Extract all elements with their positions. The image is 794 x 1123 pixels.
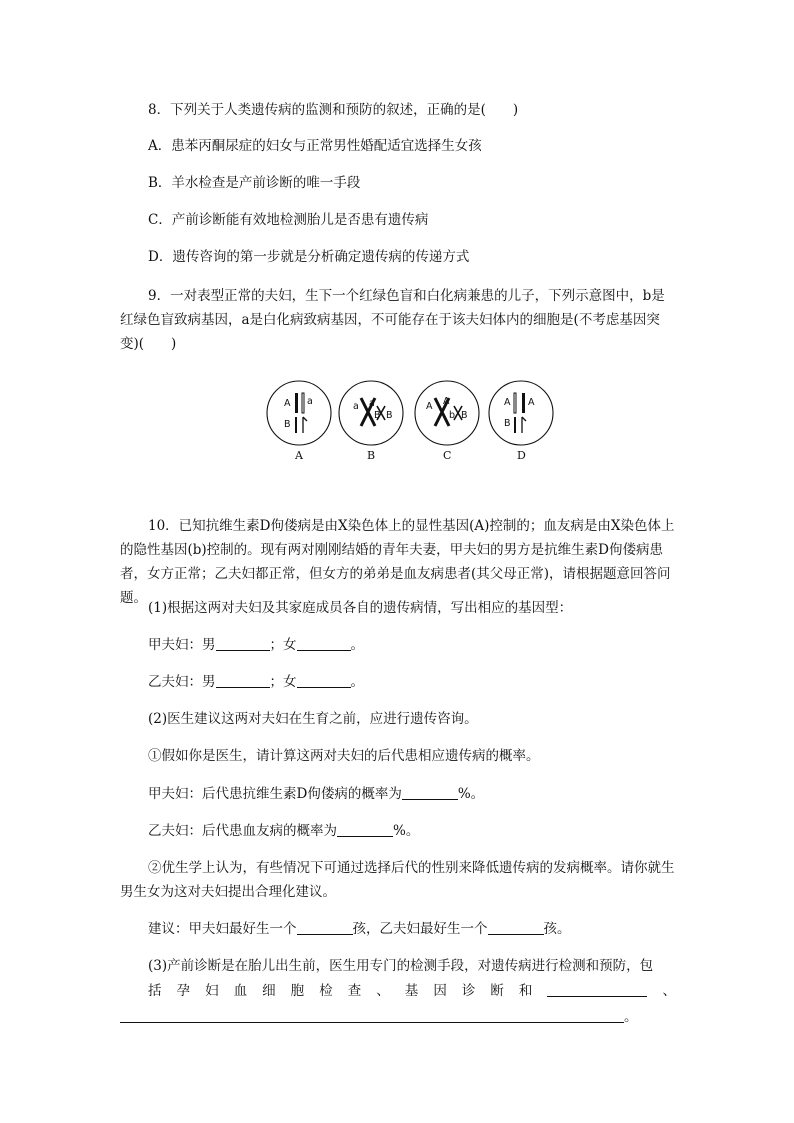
p3-word: 检: [319, 983, 333, 999]
cell-a: [267, 381, 331, 462]
yi-label: 乙夫妇：男: [148, 674, 216, 690]
cell-b-gene-1: a: [353, 401, 359, 412]
jia-female-blank[interactable]: [297, 636, 351, 651]
p3-word: 妇: [205, 983, 219, 999]
yi-prob-end: %。: [393, 823, 420, 839]
jia-label: 甲夫妇：男: [148, 637, 216, 653]
p3-blank-2[interactable]: [120, 1008, 624, 1023]
p3-word: 胞: [290, 983, 305, 999]
suggest-mid: 孩，乙夫妇最好生一个: [352, 921, 488, 937]
cell-d-gene-2: A: [528, 397, 535, 408]
p3-word: 、: [376, 983, 390, 999]
cell-d-gene-3: B: [504, 418, 511, 429]
cell-a-label: A: [295, 449, 303, 462]
q10-yi-genotype: [148, 673, 364, 691]
p3-word: 括: [148, 983, 162, 999]
cell-c-gene-2: A: [443, 396, 450, 407]
yi-prob-blank[interactable]: [337, 822, 393, 837]
q10-part2: (2)医生建议这两对夫妇在生育之前，应进行遗传咨询。: [148, 711, 478, 727]
q10-stem: 10．已知抗维生素D佝偻病是由X染色体上的显性基因(A)控制的；血友病是由X染色体上的隐性基因(b)控制的。现有两对刚刚结婚的青年夫妻，甲夫妇的男方是抗维生素D佝偻病患者，女方正常；乙夫妇都正常，但女方的弟弟是血友病患者(其父母正常)，请根据题意回答问题。: [120, 518, 675, 606]
suggest-end: 孩。: [543, 921, 571, 937]
p3-word: 血: [233, 983, 248, 999]
p3-word: 基: [404, 983, 419, 999]
p3-word: 诊: [461, 983, 476, 999]
q10-part3-line2: [148, 982, 676, 1000]
cell-c-gene-4: B: [461, 410, 468, 421]
q10-jia-genotype: [148, 636, 364, 654]
q10-part2b: ②优生学上认为，有些情况下可通过选择后代的性别来降低遗传病的发病概率。请你就生男生女为这对夫妇提出合理化建议。: [120, 860, 675, 900]
p3-end: 。: [624, 1009, 638, 1025]
q10-suggestion: [148, 920, 571, 938]
p3-word: 因: [433, 983, 447, 999]
q10-jia-probability: [148, 785, 484, 803]
p3-word: 细: [262, 983, 276, 999]
cell-b-gene-3: B: [374, 410, 381, 421]
q10-yi-probability: [148, 822, 419, 840]
q9-cell-figure: [265, 380, 565, 462]
cell-a-gene-3: B: [284, 419, 291, 430]
q8-option-d: D．遗传咨询的第一步就是分析确定遗传病的传递方式: [148, 249, 470, 265]
q10-part3-line1: (3)产前诊断是在胎儿出生前，医生用专门的检测手段，对遗传病进行检测和预防，包: [148, 958, 654, 974]
cell-c-label: C: [443, 449, 452, 462]
suggest-label: 建议：甲夫妇最好生一个: [148, 921, 297, 937]
p3-word: 孕: [176, 983, 191, 999]
cell-d: [489, 381, 553, 462]
p3-word: 查: [347, 983, 362, 999]
jia-prob-end: %。: [457, 786, 485, 802]
suggest-yi-blank[interactable]: [488, 920, 544, 935]
q8-option-c: C．产前诊断能有效地检测胎儿是否患有遗传病: [148, 212, 429, 228]
cell-b: [339, 381, 403, 462]
p3-word: 和: [518, 983, 533, 999]
yi-prob-label: 乙夫妇：后代患血友病的概率为: [148, 823, 337, 839]
q8-option-a: A．患苯丙酮尿症的妇女与正常男性婚配适宜选择生女孩: [148, 138, 482, 154]
yi-male-blank[interactable]: [216, 673, 270, 688]
yi-end: 。: [350, 674, 364, 690]
cell-b-gene-2: a: [369, 398, 375, 409]
cell-a-gene-2: a: [307, 396, 313, 407]
suggest-jia-blank[interactable]: [297, 920, 353, 935]
yi-female-blank[interactable]: [297, 673, 351, 688]
p3-line2-end: 、: [662, 983, 676, 999]
jia-sep: ；女: [269, 637, 297, 653]
jia-prob-label: 甲夫妇：后代患抗维生素D佝偻病的概率为: [148, 786, 402, 802]
q8-stem: 8．下列关于人类遗传病的监测和预防的叙述，正确的是( ): [148, 102, 519, 118]
jia-male-blank[interactable]: [216, 636, 270, 651]
cell-c-gene-3: b: [449, 410, 456, 421]
q8-option-b: B．羊水检查是产前诊断的唯一手段: [148, 175, 361, 191]
q9-stem: 9．一对表型正常的夫妇，生下一个红绿色盲和白化病兼患的儿子，下列示意图中，b是红绿色盲致病基因，a是白化病致病基因，不可能存在于该夫妇体内的细胞是(不考虑基因突变)( ): [120, 288, 665, 352]
cell-c: [415, 381, 479, 462]
cell-b-label: B: [367, 449, 376, 462]
cell-d-gene-1: A: [504, 397, 511, 408]
cell-a-gene-1: A: [284, 398, 291, 409]
q10-part2a: ①假如你是医生，请计算这两对夫妇的后代患相应遗传病的概率。: [148, 748, 540, 764]
cell-c-gene-1: A: [426, 401, 433, 412]
p3-blank-1[interactable]: [547, 982, 647, 997]
yi-sep: ；女: [269, 674, 297, 690]
p3-word: 断: [490, 983, 504, 999]
jia-prob-blank[interactable]: [402, 785, 458, 800]
q10-part3-line3: [120, 1008, 638, 1026]
q10-part1: (1)根据这两对夫妇及其家庭成员各自的遗传病情，写出相应的基因型：: [148, 600, 573, 616]
cell-b-gene-4: B: [386, 410, 393, 421]
jia-end: 。: [350, 637, 364, 653]
cell-d-label: D: [517, 449, 526, 462]
